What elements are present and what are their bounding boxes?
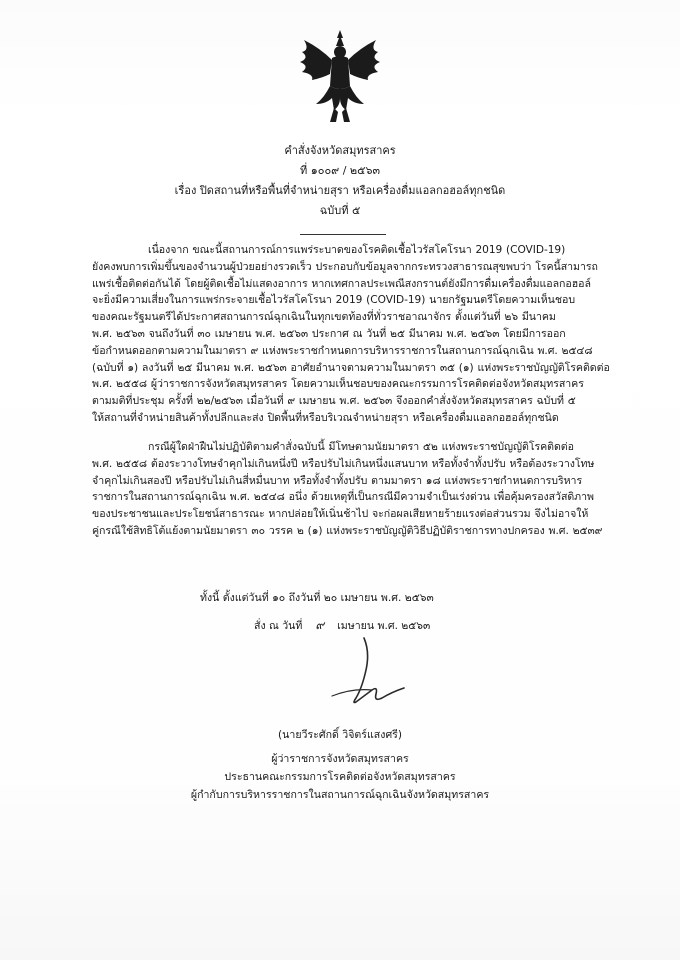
signatory-position-1: ผู้ว่าราชการจังหวัดสมุทรสาคร bbox=[271, 753, 409, 765]
paragraph-line: ของคณะรัฐมนตรีได้ประกาศสถานการณ์ฉุกเฉินในทุกเขตท้องที่ทั่วราชอาณาจักร ตั้งแต่วันที่ ๒๖ มีนาคม bbox=[92, 311, 556, 324]
order-number: ที่ ๑๐๐๙ / ๒๕๖๓ bbox=[300, 164, 380, 177]
paragraph-2 bbox=[92, 439, 603, 540]
paragraph-line: พ.ศ. ๒๕๖๓ จนถึงวันที่ ๓๐ เมษายน พ.ศ. ๒๕๖๓ ประกาศ ณ วันที่ ๒๕ มีนาคม พ.ศ. ๒๕๖๓ โดยมีการออก bbox=[92, 327, 566, 340]
paragraph-line: (ฉบับที่ ๑) ลงวันที่ ๒๕ มีนาคม พ.ศ. ๒๕๖๓ อาศัยอำนาจตามความในมาตรา ๓๕ (๑) แห่งพระราชบัญญัติโรคติดต่อ bbox=[92, 361, 610, 374]
signed-date-prefix: สั่ง ณ วันที่ bbox=[254, 620, 303, 632]
paragraph-line: ยังคงพบการเพิ่มขึ้นของจำนวนผู้ป่วยอย่างรวดเร็ว ประกอบกับข้อมูลจากกระทรวงสาธารณสุขพบว่า โรคนี้สามารถ bbox=[92, 260, 598, 273]
paragraph-line: ราชการในสถานการณ์ฉุกเฉิน พ.ศ. ๒๕๔๘ อนึ่ง ด้วยเหตุที่เป็นกรณีมีความจำเป็นเร่งด่วน เพื่อคุ้มครองสวัสดิภาพ bbox=[92, 491, 594, 504]
signatory-name: (นายวีระศักดิ์ วิจิตร์แสงศรี) bbox=[278, 729, 402, 741]
signed-day: ๙ bbox=[315, 618, 325, 632]
order-subject: เรื่อง ปิดสถานที่หรือพื้นที่จำหน่ายสุรา หรือเครื่องดื่มแอลกอฮอล์ทุกชนิด bbox=[174, 184, 506, 197]
paragraph-line: พ.ศ. ๒๕๕๘ ผู้ว่าราชการจังหวัดสมุทรสาคร โดยความเห็นชอบของคณะกรรมการโรคติดต่อจังหวัดสมุทรสาคร bbox=[92, 378, 584, 391]
signatory-position-2: ประธานคณะกรรมการโรคติดต่อจังหวัดสมุทรสาคร bbox=[224, 771, 456, 783]
paragraph-line: ตามมติที่ประชุม ครั้งที่ ๒๒/๒๕๖๓ เมื่อวันที่ ๙ เมษายน พ.ศ. ๒๕๖๓ จึงออกคำสั่งจังหวัดสมุทรสาคร ฉบับที่ ๕ bbox=[92, 395, 576, 408]
signatory-position-3: ผู้กำกับการบริหารราชการในสถานการณ์ฉุกเฉินจังหวัดสมุทรสาคร bbox=[190, 789, 490, 801]
order-issue: ฉบับที่ ๕ bbox=[319, 204, 361, 217]
paragraph-line: จะยิ่งมีความเสี่ยงในการแพร่กระจายเชื้อไวรัสโคโรนา 2019 (COVID-19) นายกรัฐมนตรีโดยความเห็นชอบ bbox=[92, 294, 575, 307]
paragraph-line: ของประชาชนและประโยชน์สาธารณะ หากปล่อยให้เนิ่นช้าไป จะก่อผลเสียหายร้ายแรงต่อส่วนรวม จึงไม่อาจให้ bbox=[92, 508, 589, 521]
paragraph-1 bbox=[92, 242, 610, 427]
signed-date-month: เมษายน พ.ศ. ๒๕๖๓ bbox=[337, 620, 431, 632]
paragraph-line: พ.ศ. ๒๕๕๘ ต้องระวางโทษจำคุกไม่เกินหนึ่งปี หรือปรับไม่เกินหนึ่งแสนบาท หรือทั้งจำทั้งปรับ หรือต้องระวางโทษ bbox=[92, 457, 595, 470]
divider-line bbox=[300, 234, 386, 235]
effective-period: ทั้งนี้ ตั้งแต่วันที่ ๑๐ ถึงวันที่ ๒๐ เมษายน พ.ศ. ๒๕๖๓ bbox=[200, 592, 434, 604]
garuda-emblem-icon bbox=[290, 28, 390, 126]
paragraph-line: กรณีผู้ใดฝ่าฝืนไม่ปฏิบัติตามคำสั่งฉบับนี้ มีโทษตามนัยมาตรา ๕๒ แห่งพระราชบัญญัติโรคติดต่อ bbox=[148, 441, 574, 453]
paragraph-line: คู่กรณีใช้สิทธิโต้แย้งตามนัยมาตรา ๓๐ วรรค ๒ (๑) แห่งพระราชบัญญัติวิธีปฏิบัติราชการทางปกครอง พ.ศ. ๒๕๓๙ bbox=[92, 524, 603, 537]
order-title: คำสั่งจังหวัดสมุทรสาคร bbox=[284, 144, 396, 157]
paragraph-line: จำคุกไม่เกินสองปี หรือปรับไม่เกินสี่หมื่นบาท หรือทั้งจำทั้งปรับ ตามมาตรา ๑๘ แห่งพระราชกำหนดการบริหาร bbox=[92, 474, 583, 487]
paragraph-line: ให้สถานที่จำหน่ายสินค้าทั้งปลีกและส่ง ปิดพื้นที่หรือบริเวณจำหน่ายสุรา หรือเครื่องดื่มแอลกอฮอล์ทุกชนิด bbox=[92, 411, 559, 424]
paragraph-line: ข้อกำหนดออกตามความในมาตรา ๙ แห่งพระราชกำหนดการบริหารราชการในสถานการณ์ฉุกเฉิน พ.ศ. ๒๕๔๘ bbox=[92, 344, 593, 357]
signature-scribble bbox=[312, 632, 432, 718]
paragraph-line: แพร่เชื้อติดต่อกันได้ โดยผู้ติดเชื้อไม่แสดงอาการ หากเทศกาลประเพณีสงกรานต์ยังมีการดื่มเครื่องดื่มแอลกอฮอล์ bbox=[92, 277, 591, 290]
paragraph-line: เนื่องจาก ขณะนี้สถานการณ์การแพร่ระบาดของโรคติดเชื้อไวรัสโคโรนา 2019 (COVID-19) bbox=[148, 244, 566, 256]
